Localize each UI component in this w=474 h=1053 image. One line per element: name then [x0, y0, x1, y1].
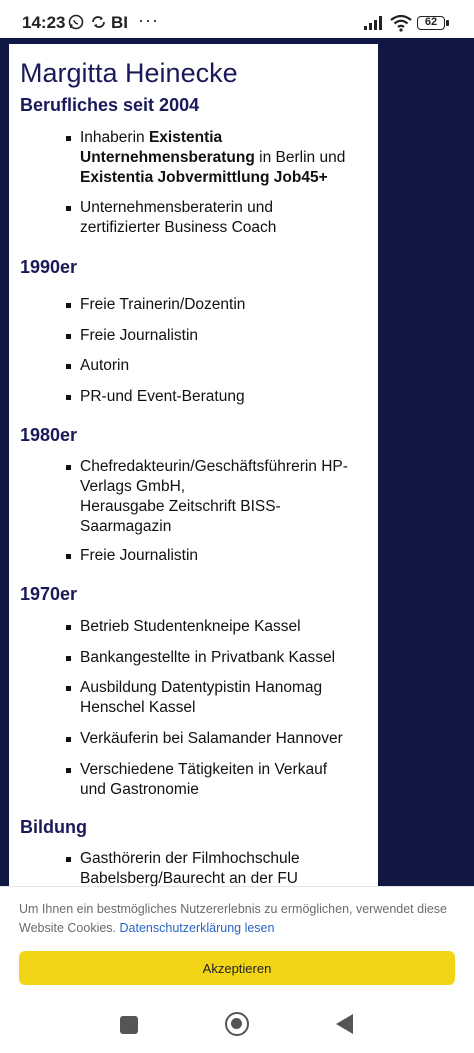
list-item: PR-und Event-Beratung: [80, 388, 245, 405]
section-heading: Berufliches seit 2004: [20, 95, 200, 115]
page-title: Margitta Heinecke: [20, 58, 238, 88]
list-item: Bankangestellte in Privatbank Kassel: [80, 649, 336, 666]
bullet: [66, 554, 71, 559]
bullet: [66, 334, 71, 339]
list-item: Ausbildung Datentypistin Hanomag Henschel Kassel: [80, 679, 323, 716]
wifi-icon: [390, 14, 412, 32]
bullet: [66, 395, 71, 400]
sync-icon: [90, 14, 107, 34]
bullet: [66, 737, 71, 742]
bullet: [66, 625, 71, 630]
back-icon[interactable]: [336, 1014, 353, 1034]
bullet: [66, 364, 71, 369]
battery-level: 62: [424, 16, 438, 28]
recent-apps-icon[interactable]: [120, 1016, 138, 1034]
list-item: Verkäuferin bei Salamander Hannover: [80, 730, 343, 747]
clock: 14:23: [22, 13, 66, 32]
list-item: Freie Journalistin: [80, 547, 199, 564]
cookie-text: Um Ihnen ein bestmögliches Nutzererlebnis zu ermöglichen, verwendet diese Website Cookies. Datenschutzerklärung lesen: [19, 902, 447, 935]
bullet: [66, 465, 71, 470]
list-item: Freie Journalistin: [80, 327, 199, 344]
page-content[interactable]: [9, 44, 378, 886]
section-heading: 1990er: [20, 257, 78, 277]
list-item: Freie Trainerin/Dozentin: [80, 296, 246, 313]
bullet: [66, 656, 71, 661]
bullet: [66, 857, 71, 862]
bullet: [66, 686, 71, 691]
privacy-policy-link[interactable]: Datenschutzerklärung lesen: [119, 921, 275, 935]
battery-icon: [417, 16, 445, 30]
home-icon[interactable]: [225, 1012, 249, 1036]
frame-right: [378, 38, 474, 886]
bullet: [66, 206, 71, 211]
accept-cookies-button[interactable]: Akzeptieren: [19, 951, 455, 985]
signal-icon: [364, 16, 384, 30]
bullet: [66, 303, 71, 308]
list-item: Betrieb Studentenkneipe Kassel: [80, 618, 301, 635]
list-item: Chefredakteurin/Geschäftsführerin HP- Verlags GmbH, Herausgabe Zeitschrift BISS- Saarmagazin: [80, 458, 348, 535]
list-item: Unternehmensberaterin und zertifizierter Business Coach: [80, 199, 277, 236]
battery-cap: [446, 20, 449, 26]
carrier-label: BI: [111, 13, 128, 32]
frame-left: [0, 38, 9, 886]
bullet: [66, 136, 71, 141]
section-heading: 1980er: [20, 425, 78, 445]
list-item: Inhaberin Existentia Unternehmensberatung in Berlin und Existentia Jobvermittlung Job45+: [80, 129, 346, 186]
list-item: Gasthörerin der Filmhochschule Babelsberg/Baurecht an der FU: [80, 850, 300, 886]
list-item: Autorin: [80, 357, 130, 374]
cookie-banner: [0, 886, 474, 995]
section-heading: Bildung: [20, 817, 87, 837]
list-item: Verschiedene Tätigkeiten in Verkauf und Gastronomie: [80, 761, 328, 798]
whatsapp-icon: [68, 14, 84, 34]
more-notifications-icon: ···: [138, 10, 159, 30]
bullet: [66, 768, 71, 773]
system-navigation-bar: [0, 996, 474, 1053]
section-heading: 1970er: [20, 584, 78, 604]
